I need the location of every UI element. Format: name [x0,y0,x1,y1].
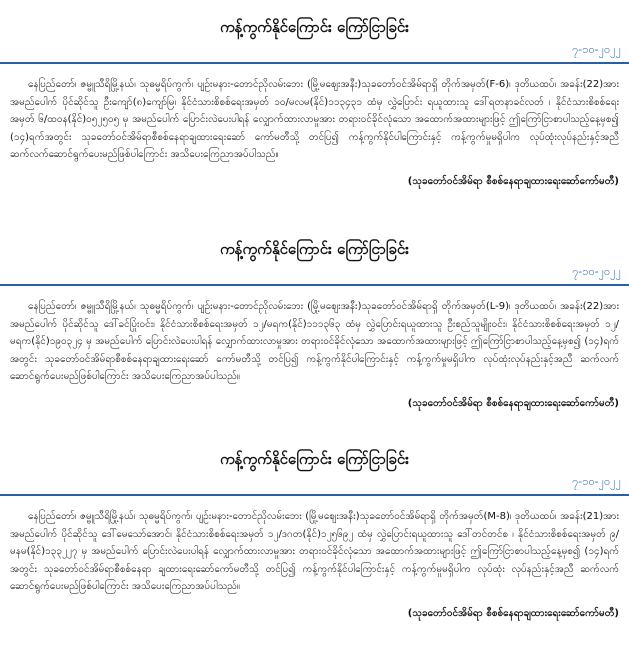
notice-signature: (သုခတော်ဝင်အိမ်ရာ စီစစ်နေရာချထားရေးဆော်ကော်မတီ) [407,397,619,409]
notice-1 [0,0,629,222]
notice-body: နေပြည်တော်၊ ဇမ္ဗူသီရိမြို့နယ်၊ သုဓမ္မရိပ်ကွက်၊ ပျဉ်းမနား-တောင်ညိုလမ်းဘေး (မြို့မဈေးအနီး)သုခတော်ဝင်အိမ်ရာရှိ တိုက်အမှတ်(M-8)၊ ဒုတိယထပ်၊ အခန်း(21)အား အမည်ပေါက် ပိုင်ဆိုင်သူ ဒေါ်မေသော်အောင်၊ နိုင်ငံသားစိစစ်ရေးအမှတ် ၁၂/ဒဂတ(နိုင်)၁၂၅၆၉၂ ထံမှ လွှဲပြောင်းရယူထားသူ ဒေါ်တင်တင်စ ၊ နိုင်ငံသားစိစစ်ရေးအမှတ် ၉/မနမ(နိုင်)၁၃၃၂၂၇ မှ အမည်ပေါက် ပြောင်းလဲပေးပါရန် လျှောက်ထားလာမှုအား တရားဝင်ခိုင်လုံသော အထောက်အထားများဖြင့် ဤကြော်ငြာစာပါသည့်နေ့မှစ၍ (၁၄)ရက်အတွင်း သုခတော်ဝင်အိမ်ရာစီစစ်နေရာ ချထားရေးဆော်ကော်မတီသို့ တင်ပြ၍ ကန့်ကွက်နိုင်ပါကြောင်းနှင့် ကန့်ကွက်မှုမရှိပါက လုပ်ထုံး လုပ်နည်းနှင့်အညီ ဆက်လက်ဆောင်ရွက်ပေးမည်ဖြစ်ပါကြောင်း အသိပေးကြေညာအပ်ပါသည်။ [10,511,619,592]
divider-rule [0,494,629,496]
notice-date: ၇-၁၀-၂၀၂၂ [572,265,621,278]
notice-body: နေပြည်တော်၊ ဇမ္ဗူသီရိမြို့နယ်၊ သုဓမ္မရိပ်ကွက်၊ ပျဉ်းမနား-တောင်ညိုလမ်းဘေး (မြို့မဈေးအနီး)သုခတော်ဝင်အိမ်ရာရှိ တိုက်အမှတ်(F-6)၊ ဒုတိယထပ်၊ အခန်း(22)အား အမည်ပေါက် ပိုင်ဆိုင်သူ ဦးကျော်(၈)ကျော်မြ၊ နိုင်ငံသားစိစစ်ရေးအမှတ် ၁၀/မလမ(နိုင်)၁၁၃၄၃၁ ထံမှ လွှဲပြောင်း ရယူထားသူ ဒေါ်ရတနာခင်လတ် ၊ နိုင်ငံသားစိစစ်ရေးအမှတ် ၆/ထဝန(နိုင်)၀၅၂၅၀၅ မှ အမည်ပေါက် ပြောင်းလဲပေးပါရန် လျှောက်ထားလာမှုအား တရားဝင်ခိုင်လုံသော အထောက်အထားများဖြင့် ဤကြော်ငြာစာပါသည့်နေ့မှစ၍ (၁၄)ရက်အတွင်း သုခတော်ဝင်အိမ်ရာစီစစ်နေရာချထားရေးဆော် ကော်မတီသို့ တင်ပြ၍ ကန့်ကွက်နိုင်ပါကြောင်းနှင့် ကန့်ကွက်မှုမရှိပါက လုပ်ထုံးလုပ်နည်းနှင့်အညီ ဆက်လက်ဆောင်ရွက်ပေးမည်ဖြစ်ပါကြောင်း အသိပေးကြေညာအပ်ပါသည်။ [10,79,619,160]
notice-title: ကန့်ကွက်နိုင်ကြောင်း ကြော်ငြာခြင်း [220,450,409,468]
notice-date: ၇-၁၀-၂၀၂၂ [572,475,621,488]
notice-title: ကန့်ကွက်နိုင်ကြောင်း ကြော်ငြာခြင်း [220,240,409,258]
notice-date: ၇-၁၀-၂၀၂၂ [572,43,621,56]
divider-rule [0,62,629,64]
notice-signature: (သုခတော်ဝင်အိမ်ရာ စီစစ်နေရာချထားရေးဆော်ကော်မတီ) [407,175,619,187]
notice-2 [0,222,629,432]
notice-signature: (သုခတော်ဝင်အိမ်ရာ စီစစ်နေရာချထားရေးဆော်ကော်မတီ) [407,607,619,619]
notice-title: ကန့်ကွက်နိုင်ကြောင်း ကြော်ငြာခြင်း [220,18,409,36]
notice-body: နေပြည်တော်၊ ဇမ္ဗူသီရိမြို့နယ်၊ သုဓမ္မရိပ်ကွက်၊ ပျဉ်းမနား-တောင်ညိုလမ်းဘေး (မြို့မဈေးအနီး)သုခတော်ဝင်အိမ်ရာရှိ တိုက်အမှတ်(L-9)၊ ဒုတိယထပ်၊ အခန်း(22)အား အမည်ပေါက် ပိုင်ဆိုင်သူ ဒေါ်ခင်ပြုံးဝင်း၊ နိုင်ငံသားစိစစ်ရေးအမှတ် ၁၂/မရက(နိုင်)၁၁၁၃၆၃ ထံမှ လွှဲပြောင်းရယူထားသူ ဦးစည်သူမျိုးဝင်း၊ နိုင်ငံသားစိစစ်ရေးအမှတ် ၁၂/မရက(နိုင်)၁၉၀၃၂၄ မှ အမည်ပေါက် ပြောင်းလဲပေးပါရန် လျှောက်ထားလာမှုအား တရားဝင်ခိုင်လုံသော အထောက်အထားများဖြင့် ဤကြော်ငြာစာပါသည့်နေ့မှစ၍ (၁၄)ရက်အတွင်း သုခတော်ဝင်အိမ်ရာစီစစ်နေရာချထားရေးဆော် ကော်မတီသို့ တင်ပြ၍ ကန့်ကွက်နိုင်ပါကြောင်းနှင့် ကန့်ကွက်မှုမရှိပါက လုပ်ထုံးလုပ်နည်းနှင့်အညီ ဆက်လက်ဆောင်ရွက်ပေးမည်ဖြစ်ပါကြောင်း အသိပေးကြေညာအပ်ပါသည်။ [10,301,619,382]
notice-3 [0,432,629,664]
divider-rule [0,284,629,286]
